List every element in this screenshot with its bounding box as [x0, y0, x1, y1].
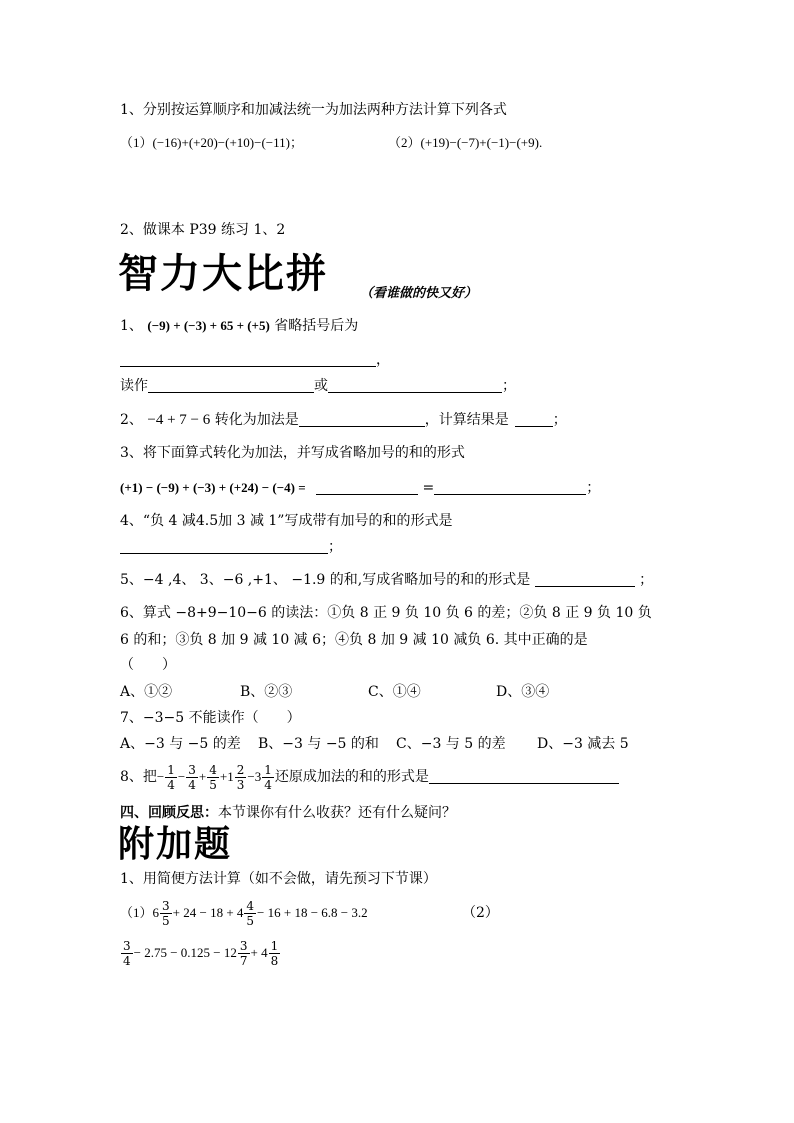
contest-item-4: 4、“负 4 减4.5加 3 减 1”写成带有加号的和的形式是: [120, 513, 453, 529]
or-label: 或: [314, 378, 328, 394]
option-d: D、③④: [496, 684, 550, 700]
equals-sign: =: [422, 480, 435, 496]
item-1-expression: (−9) + (−3) + 65 + (+5): [147, 318, 270, 333]
item-5-text: 5、−4 ,4、 3、−6 ,+1、 −1.9 的和,写成省略加号的和的形式是: [120, 572, 531, 588]
item-2-text-1: 转化为加法是: [214, 412, 299, 428]
reflection: [120, 803, 456, 823]
contest-item-6-line-2: 6 的和；③负 8 加 9 减 10 减 6；④负 8 加 9 减 10 减负 6. 其中正确的是: [120, 632, 588, 648]
reflection-text: 本节课你有什么收获？还有什么疑问？: [218, 805, 456, 821]
contest-item-3: 3、将下面算式转化为加法，并写成省略加号的和的形式: [120, 445, 465, 461]
answer-blank[interactable]: [316, 479, 418, 495]
contest-item-2: [120, 410, 567, 430]
contest-subtitle: （看谁做的快又好）: [360, 286, 478, 301]
answer-blank[interactable]: [148, 377, 314, 393]
item-6-answer-paren: （ ）: [120, 657, 176, 673]
answer-blank[interactable]: [535, 571, 635, 587]
contest-item-1: [120, 316, 358, 336]
bonus-item-1: 1、用简便方法计算（如不会做，请先预习下节课）: [120, 871, 437, 887]
contest-item-7: 7、−3−5 不能读作（ ）: [120, 710, 301, 726]
semicolon: ；: [502, 378, 516, 394]
q1-title: 1、分别按运算顺序和加减法统一为加法两种方法计算下列各式: [120, 102, 507, 118]
semicolon: ；: [586, 480, 601, 496]
item-1-read-line: [120, 376, 516, 396]
option-c: C、−3 与 5 的差: [396, 736, 506, 752]
q1-part2: （2）(+19)−(−7)+(−1)−(+9).: [388, 135, 543, 150]
bonus-part-2: $\frac{3}{4}$ − 2.75 − 0.125 − 12 $\frac{3}{7}$ + 4 $\frac{1}{8}$: [123, 938, 279, 968]
fraction: $\frac{2}{3}$: [236, 762, 245, 792]
option-d: D、−3 减去 5: [537, 736, 629, 752]
contest-item-6-line-1: 6、算式 −8+9−10−6 的读法：①负 8 正 9 负 10 负 6 的差；②负 8 正 9 负 10 负: [120, 605, 652, 621]
contest-item-5: [120, 570, 653, 590]
contest-heading: 智力大比拼: [118, 251, 328, 297]
item-3-expression-line: [120, 478, 600, 498]
fraction: $\frac{3}{7}$: [239, 938, 248, 968]
answer-blank[interactable]: [299, 411, 425, 427]
item-1-number: 1、: [120, 318, 143, 334]
item-3-expression: (+1) − (−9) + (−3) + (+24) − (−4) =: [120, 480, 306, 495]
item-8-prefix: 8、把: [120, 769, 157, 785]
answer-blank[interactable]: [328, 377, 502, 393]
semicolon: ；: [552, 412, 567, 428]
comma: ，: [376, 352, 390, 368]
fraction: $\frac{4}{5}$: [209, 762, 217, 792]
fraction: $\frac{1}{4}$: [167, 762, 175, 792]
contest-item-8: 8、把− $\frac{1}{4}$ − $\frac{3}{4}$ + $\frac{4}{5}$ +1 $\frac{2}{3}$ −3 $\frac{1}{4}$ 还原成加法的和的形式是: [120, 760, 619, 794]
item-4-answer-line: [120, 537, 342, 557]
item-2-expression: −4 + 7 − 6: [147, 412, 211, 428]
fraction: $\frac{3}{4}$: [123, 938, 131, 968]
semicolon: ；: [328, 539, 342, 555]
option-a: A、①②: [120, 684, 173, 700]
reflection-label: 四、回顾反思：: [120, 805, 218, 821]
q2-title: 2、做课本 P39 练习 1、2: [120, 222, 286, 238]
fraction: $\frac{3}{4}$: [188, 762, 196, 792]
fraction: $\frac{3}{5}$: [162, 898, 170, 928]
item-2-number: 2、: [120, 412, 143, 428]
answer-blank[interactable]: [120, 538, 328, 554]
bonus-heading: 附加题: [118, 824, 233, 865]
item-1-text: 省略括号后为: [274, 318, 359, 334]
answer-blank[interactable]: [120, 351, 376, 367]
fraction: $\frac{1}{8}$: [270, 938, 279, 968]
item-8-text: 还原成加法的和的形式是: [274, 769, 429, 785]
item-2-text-2: ，计算结果是: [424, 412, 509, 428]
fraction: $\frac{1}{4}$: [264, 762, 272, 792]
option-b: B、−3 与 −5 的和: [258, 736, 379, 752]
read-label: 读作: [120, 378, 148, 394]
q1-part1: （1）(−16)+(+20)−(+10)−(−11)；: [120, 135, 303, 150]
answer-blank[interactable]: [429, 768, 619, 784]
bonus-part-2-label: （2）: [462, 905, 499, 921]
fraction: $\frac{4}{5}$: [246, 898, 255, 928]
item-1-answer-line: [120, 350, 390, 370]
option-c: C、①④: [368, 684, 421, 700]
answer-blank[interactable]: [515, 411, 553, 427]
semicolon: ；: [639, 572, 654, 588]
option-a: A、−3 与 −5 的差: [120, 736, 241, 752]
answer-blank[interactable]: [434, 479, 586, 495]
option-b: B、②③: [240, 684, 293, 700]
bonus-part-1: （1）6 $\frac{3}{5}$ + 24 − 18 + 4 $\frac{4}{5}$ − 16 + 18 − 6.8 − 3.2: [120, 898, 368, 928]
